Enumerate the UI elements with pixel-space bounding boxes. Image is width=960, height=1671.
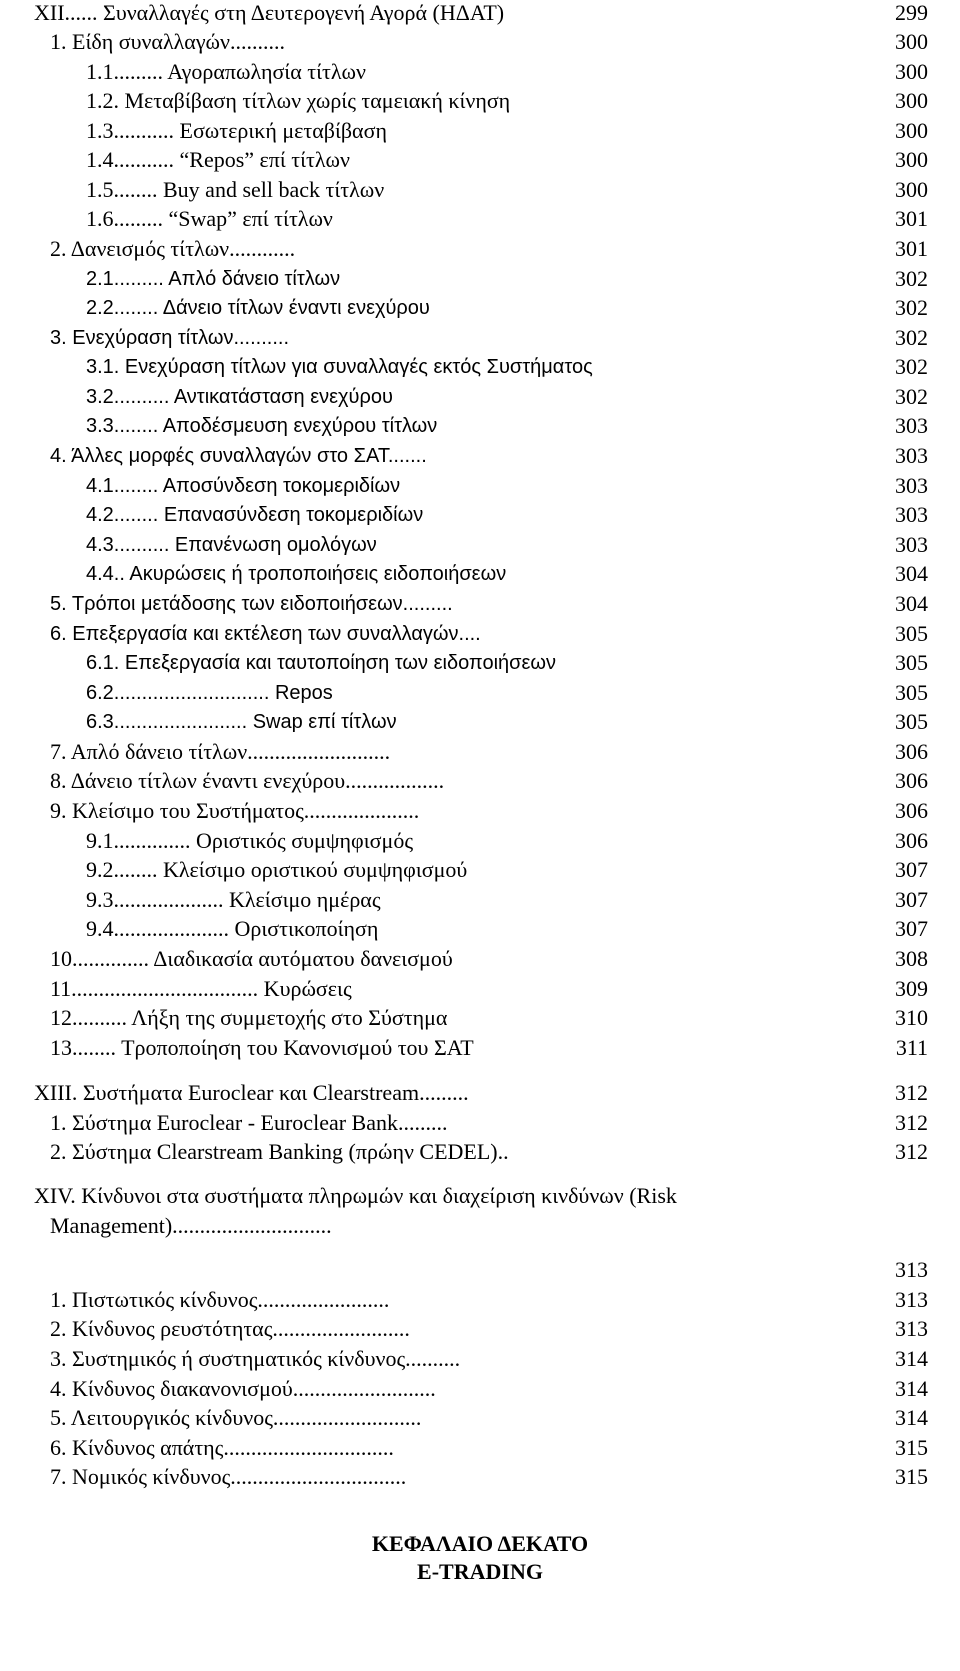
toc-entry-page: 302 [895,354,928,379]
toc-entry-text: 1. Πιστωτικός κίνδυνος........................ [50,1287,390,1312]
chapter-heading-subtitle: E-TRADING [417,1559,543,1584]
toc-entry-page: 305 [895,621,928,646]
toc-entry-page: 307 [895,857,928,882]
toc-entry-page: 307 [895,916,928,941]
toc-entry [0,1433,960,1463]
toc-entry [0,204,960,234]
toc-entry-page: 300 [895,29,928,54]
toc-entry-page: 303 [895,502,928,527]
toc-entry [0,826,960,856]
toc-entry-text: 6. Κίνδυνος απάτης............................... [50,1435,394,1460]
toc-entry [0,678,960,708]
toc-entry [0,1285,960,1315]
toc-entry [0,914,960,944]
toc-entry-text: Management)............................. [50,1213,332,1238]
toc-entry [0,1255,960,1285]
toc-entry-text: 3. Συστημικός ή συστηματικός κίνδυνος.......... [50,1346,461,1371]
toc-entry-page: 299 [895,0,928,25]
toc-entry-page: 310 [895,1005,928,1030]
toc-entry-page: 314 [895,1376,928,1401]
toc-entry-page: 301 [895,236,928,261]
toc-entry-page: 305 [895,709,928,734]
toc-entry-text: 9.3.................... Κλείσιμο ημέρας [86,887,381,912]
toc-entry [0,944,960,974]
toc-entry-text: 2.1......... Απλό δάνειο τίτλων [86,268,341,290]
toc-entry [0,530,960,560]
toc-entry [0,707,960,737]
toc-entry-page: 300 [895,88,928,113]
toc-entry-text: 6.2............................ Repos [86,682,333,704]
toc-entry-page: 302 [895,295,928,320]
toc-entry [0,116,960,146]
toc-entry-text: 2.2........ Δάνειο τίτλων έναντι ενεχύρου [86,297,430,319]
toc-entry-text: 3.1. Ενεχύραση τίτλων για συναλλαγές εκτός Συστήματος [86,356,593,378]
toc-entry-page: 301 [895,206,928,231]
toc-entry-page: 313 [895,1257,928,1282]
toc-entry [0,27,960,57]
toc-entry [0,234,960,264]
toc-entry [0,737,960,767]
toc-entry-text: 4. Άλλες μορφές συναλλαγών στο ΣΑΤ....... [50,445,427,467]
toc-entry-page: 306 [895,739,928,764]
toc-entry-text: 2. Δανεισμός τίτλων............ [50,236,296,261]
toc-entry-text: 11.................................. Κυρώσεις [50,976,352,1001]
toc-entry-text: 12.......... Λήξη της συμμετοχής στο Σύστημα [50,1005,448,1030]
toc-entry-text: 2. Σύστημα Clearstream Banking (πρώην CEDEL).. [50,1139,509,1164]
toc-entry-page: 303 [895,532,928,557]
toc-entry-text: 3.2.......... Αντικατάσταση ενεχύρου [86,386,393,408]
toc-entry [0,323,960,353]
toc-entry-text: 4. Κίνδυνος διακανονισμού.......................... [50,1376,436,1401]
toc-entry-text: 7. Απλό δάνειο τίτλων.......................... [50,739,391,764]
toc-entry-text: 9.2........ Κλείσιμο οριστικού συμψηφισμού [86,857,468,882]
toc-entry [0,1181,960,1211]
toc-entry [0,352,960,382]
toc-entry [0,264,960,294]
toc-entry [0,411,960,441]
toc-entry-text: XII...... Συναλλαγές στη Δευτερογενή Αγορά (ΗΔΑΤ) [34,0,505,25]
toc-entry [0,855,960,885]
toc-entry-page: 312 [895,1139,928,1164]
toc-entry [0,57,960,87]
toc-entry-text: 2. Κίνδυνος ρευστότητας......................... [50,1316,410,1341]
toc-entry-text: 4.4.. Ακυρώσεις ή τροποποιήσεις ειδοποιήσεων [86,563,507,585]
toc-entry [0,974,960,1004]
toc-entry-page: 300 [895,59,928,84]
toc-entry-page: 313 [895,1287,928,1312]
toc-entry-text: 7. Νομικός κίνδυνος................................ [50,1464,407,1489]
toc-entry [0,1033,960,1063]
toc-entry-page: 306 [895,798,928,823]
toc-entry [0,1403,960,1433]
toc-entry-text: 9. Κλείσιμο του Συστήματος..................... [50,798,420,823]
toc-entry-page: 314 [895,1405,928,1430]
toc-entry-page: 302 [895,384,928,409]
toc-entry-page: 314 [895,1346,928,1371]
toc-entry [0,885,960,915]
toc-entry-page: 302 [895,266,928,291]
toc-entry-text: 1.2. Μεταβίβαση τίτλων χωρίς ταμειακή κίνηση [86,88,511,113]
toc-entry-page: 306 [895,828,928,853]
chapter-heading-title: ΚΕΦΑΛΑΙΟ ΔΕΚΑΤΟ [371,1531,589,1556]
toc-entry-page: 309 [895,976,928,1001]
toc-entry-text: 1.1......... Αγοραπωλησία τίτλων [86,59,366,84]
toc-entry [0,500,960,530]
toc-entry-text: 1.4........... “Repos” επί τίτλων [86,147,350,172]
toc-entry-text: 1.3........... Εσωτερική μεταβίβαση [86,118,387,143]
toc-entry-text: 3.3........ Αποδέσμευση ενεχύρου τίτλων [86,415,438,437]
toc-entry-text: 6.1. Επεξεργασία και ταυτοποίηση των ειδοποιήσεων [86,652,557,674]
toc-entry-text: 4.2........ Επανασύνδεση τοκομεριδίων [86,504,424,526]
toc-entry-page: 300 [895,177,928,202]
toc-entry [0,293,960,323]
toc-entry-page: 304 [895,561,928,586]
toc-entry [0,559,960,589]
toc-entry-page: 303 [895,443,928,468]
toc-entry [0,86,960,116]
toc-entry-page: 305 [895,680,928,705]
toc-entry-text: 9.4..................... Οριστικοποίηση [86,916,379,941]
toc-entry-page: 306 [895,768,928,793]
toc-entry [0,648,960,678]
toc-entry-text: 10.............. Διαδικασία αυτόματου δανεισμού [50,946,453,971]
toc-entry-page: 312 [895,1080,928,1105]
toc-entry-page: 307 [895,887,928,912]
toc-entry-text: 1. Είδη συναλλαγών.......... [50,29,285,54]
toc-entry [0,0,960,28]
toc-entry-page: 315 [895,1435,928,1460]
toc-entry [0,1314,960,1344]
toc-entry [0,1374,960,1404]
toc-entry [0,796,960,826]
toc-entry-text: XIV. Κίνδυνοι στα συστήματα πληρωμών και διαχείριση κινδύνων (Risk [34,1183,677,1208]
toc-entry-text: 4.3.......... Επανένωση ομολόγων [86,534,377,556]
toc-entry-text: 1.5........ Buy and sell back τίτλων [86,177,385,202]
toc-entry-page: 300 [895,147,928,172]
toc-entry [0,1211,960,1241]
toc-entry-text: 6.3........................ Swap επί τίτλων [86,711,397,733]
toc-entry [0,1462,960,1492]
toc-entry-text: 1.6......... “Swap” επί τίτλων [86,206,333,231]
toc-entry-page: 304 [895,591,928,616]
toc-entry [0,1108,960,1138]
toc-entry-page: 302 [895,325,928,350]
toc-entry-text: XIII. Συστήματα Euroclear και Clearstream......... [34,1080,469,1105]
toc-entry-text: 3. Ενεχύραση τίτλων.......... [50,327,290,349]
toc-entry [0,1344,960,1374]
toc-entry-text: 5. Τρόποι μετάδοσης των ειδοποιήσεων......... [50,593,453,615]
toc-entry [0,175,960,205]
toc-entry-page: 313 [895,1316,928,1341]
toc-entry-text: 1. Σύστημα Euroclear - Euroclear Bank......... [50,1110,448,1135]
toc-entry [0,1078,960,1108]
toc-entry-page: 312 [895,1110,928,1135]
toc-entry-page: 315 [895,1464,928,1489]
toc-entry-page: 311 [895,1035,928,1060]
toc-entry-page: 300 [895,118,928,143]
toc-entry-page: 303 [895,473,928,498]
toc-entry [0,1003,960,1033]
toc-entry [0,619,960,649]
toc-entry [0,766,960,796]
toc-entry [0,441,960,471]
toc-entry-text: 8. Δάνειο τίτλων έναντι ενεχύρου.................. [50,768,445,793]
toc-entry-page: 303 [895,413,928,438]
toc-entry-page: 308 [895,946,928,971]
toc-entry [0,382,960,412]
toc-entry-page: 305 [895,650,928,675]
toc-entry-text: 6. Επεξεργασία και εκτέλεση των συναλλαγών.... [50,623,481,645]
toc-entry-text: 9.1.............. Οριστικός συμψηφισμός [86,828,414,853]
toc-entry [0,471,960,501]
toc-entry-text: 5. Λειτουργικός κίνδυνος........................... [50,1405,422,1430]
toc-entry [0,1137,960,1167]
toc-entry-text: 4.1........ Αποσύνδεση τοκομεριδίων [86,475,401,497]
toc-entry-text: 13........ Τροποποίηση του Κανονισμού του ΣΑΤ [50,1035,474,1060]
toc-entry [0,589,960,619]
toc-entry [0,145,960,175]
